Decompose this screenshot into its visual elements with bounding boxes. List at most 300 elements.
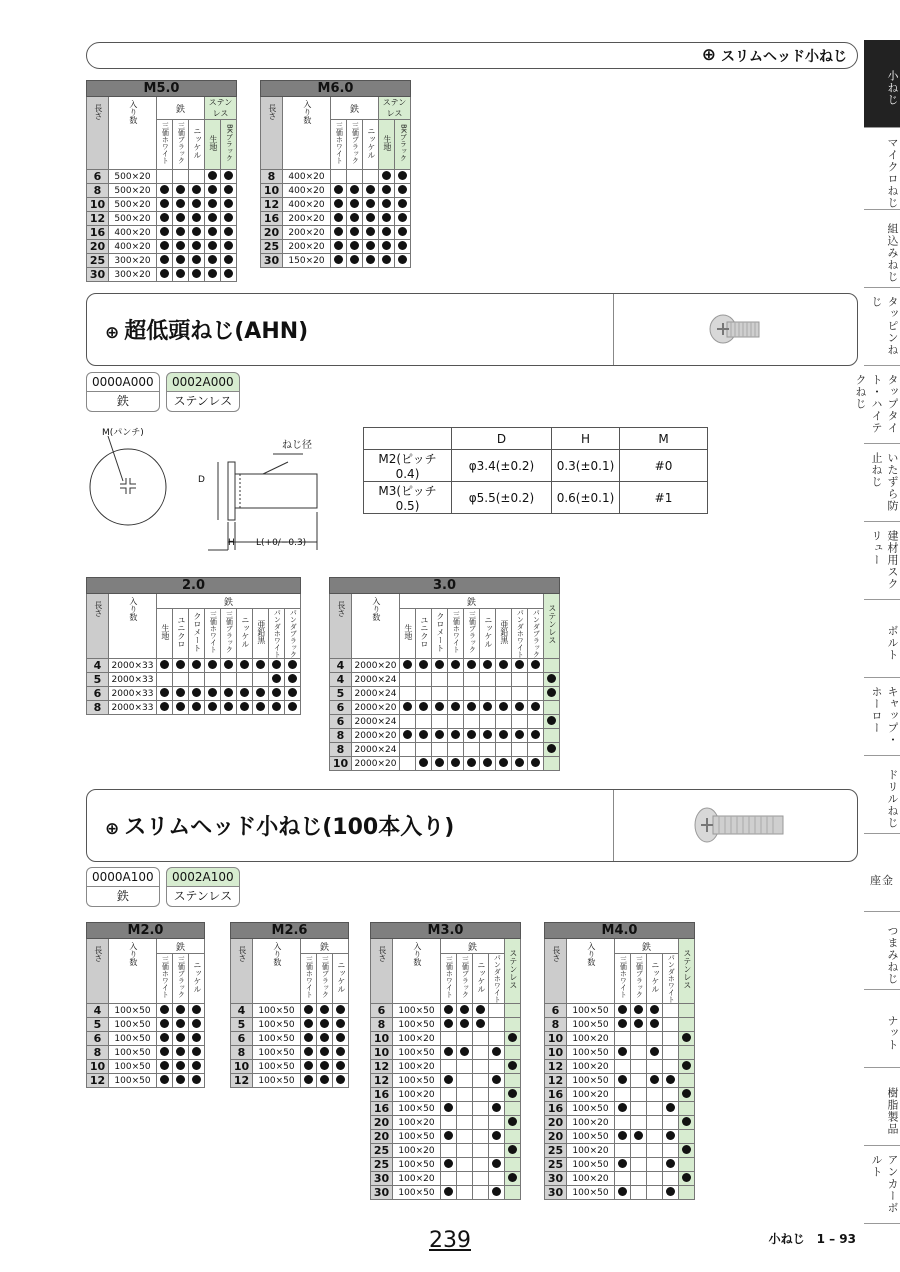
- availability-cell: [173, 1060, 189, 1074]
- available-dot: [444, 1103, 453, 1112]
- availability-cell: [173, 687, 189, 701]
- length-cell: 8: [261, 170, 283, 184]
- sidebar-item[interactable]: タップタイト・ハイテクねじ: [864, 366, 900, 444]
- sidebar-item[interactable]: ナット: [864, 990, 900, 1068]
- availability-cell: [615, 1172, 631, 1186]
- availability-cell: [528, 701, 544, 715]
- quantity-cell: 100×50: [567, 1186, 615, 1200]
- column-header: 三価ホワイト: [305, 956, 314, 998]
- available-dot: [272, 660, 281, 669]
- quantity-cell: 100×20: [393, 1088, 441, 1102]
- available-dot: [492, 1187, 501, 1196]
- available-dot: [320, 1075, 329, 1084]
- availability-cell: [395, 170, 411, 184]
- availability-cell: [347, 212, 363, 226]
- availability-cell: [544, 687, 560, 701]
- availability-cell: [285, 701, 301, 715]
- spec-table: [329, 577, 560, 771]
- availability-cell: [157, 1018, 173, 1032]
- availability-cell: [400, 757, 416, 771]
- availability-cell: [489, 1144, 505, 1158]
- table-row: [87, 659, 301, 673]
- quantity-cell: 2000×20: [352, 659, 400, 673]
- table-row: [87, 226, 237, 240]
- availability-cell: [473, 1144, 489, 1158]
- quantity-cell: 2000×24: [352, 673, 400, 687]
- availability-cell: [173, 659, 189, 673]
- dimension-cell: 0.6(±0.1): [552, 482, 620, 514]
- available-dot: [366, 185, 375, 194]
- length-cell: 10: [371, 1046, 393, 1060]
- availability-cell: [221, 184, 237, 198]
- availability-cell: [347, 184, 363, 198]
- availability-cell: [615, 1186, 631, 1200]
- available-dot: [208, 171, 217, 180]
- available-dot: [224, 255, 233, 264]
- column-header: ニッケル: [483, 616, 493, 648]
- available-dot: [508, 1033, 517, 1042]
- quantity-cell: 500×20: [109, 198, 157, 212]
- available-dot: [160, 213, 169, 222]
- available-dot: [192, 1047, 201, 1056]
- availability-cell: [395, 198, 411, 212]
- availability-cell: [647, 1130, 663, 1144]
- l-label: L(+0/−0.3): [256, 538, 307, 548]
- table-row: [87, 673, 301, 687]
- quantity-cell: 2000×24: [352, 743, 400, 757]
- quantity-cell: 2000×33: [109, 659, 157, 673]
- quantity-cell: 100×20: [393, 1032, 441, 1046]
- availability-cell: [464, 673, 480, 687]
- availability-cell: [347, 170, 363, 184]
- available-dot: [176, 213, 185, 222]
- available-dot: [650, 1047, 659, 1056]
- length-cell: 4: [87, 1004, 109, 1018]
- availability-cell: [173, 254, 189, 268]
- availability-cell: [448, 687, 464, 701]
- availability-cell: [157, 673, 173, 687]
- availability-cell: [679, 1074, 695, 1088]
- availability-cell: [679, 1060, 695, 1074]
- availability-cell: [464, 659, 480, 673]
- available-dot: [224, 213, 233, 222]
- available-dot: [160, 199, 169, 208]
- available-dot: [382, 227, 391, 236]
- availability-cell: [416, 701, 432, 715]
- availability-cell: [189, 1060, 205, 1074]
- availability-cell: [253, 687, 269, 701]
- quantity-cell: 100×20: [567, 1032, 615, 1046]
- availability-cell: [157, 226, 173, 240]
- available-dot: [403, 730, 412, 739]
- availability-cell: [331, 240, 347, 254]
- available-dot: [650, 1075, 659, 1084]
- availability-cell: [205, 198, 221, 212]
- available-dot: [451, 702, 460, 711]
- availability-cell: [663, 1018, 679, 1032]
- availability-cell: [473, 1060, 489, 1074]
- availability-cell: [363, 198, 379, 212]
- availability-cell: [441, 1018, 457, 1032]
- availability-cell: [615, 1102, 631, 1116]
- column-header: クロメート: [192, 612, 202, 652]
- sidebar-item[interactable]: ドリルねじ: [864, 756, 900, 834]
- available-dot: [350, 255, 359, 264]
- availability-cell: [464, 743, 480, 757]
- availability-cell: [647, 1088, 663, 1102]
- availability-cell: [333, 1060, 349, 1074]
- quantity-cell: 100×50: [567, 1004, 615, 1018]
- availability-cell: [647, 1004, 663, 1018]
- table-row: [545, 1102, 695, 1116]
- availability-cell: [416, 687, 432, 701]
- available-dot: [192, 1019, 201, 1028]
- available-dot: [192, 199, 201, 208]
- available-dot: [366, 199, 375, 208]
- length-cell: 12: [87, 212, 109, 226]
- available-dot: [288, 702, 297, 711]
- quantity-cell: 100×50: [109, 1032, 157, 1046]
- availability-cell: [379, 254, 395, 268]
- availability-cell: [473, 1088, 489, 1102]
- length-cell: 4: [330, 673, 352, 687]
- availability-cell: [457, 1186, 473, 1200]
- sidebar-item[interactable]: キャップ・ホーロー: [864, 678, 900, 756]
- available-dot: [176, 1047, 185, 1056]
- available-dot: [483, 660, 492, 669]
- available-dot: [160, 660, 169, 669]
- spec-table: [260, 80, 411, 268]
- availability-cell: [269, 673, 285, 687]
- length-cell: 16: [87, 226, 109, 240]
- sidebar-item[interactable]: 座金: [864, 834, 900, 912]
- availability-cell: [528, 715, 544, 729]
- iron-header: 鉄: [175, 104, 185, 115]
- availability-cell: [457, 1046, 473, 1060]
- availability-cell: [448, 729, 464, 743]
- table-row: [371, 1060, 521, 1074]
- quantity-cell: 400×20: [109, 240, 157, 254]
- length-cell: 12: [231, 1074, 253, 1088]
- table-row: [87, 687, 301, 701]
- table-row: [330, 715, 560, 729]
- dimension-cell: #0: [620, 450, 708, 482]
- availability-cell: [189, 184, 205, 198]
- available-dot: [547, 716, 556, 725]
- available-dot: [682, 1145, 691, 1154]
- code-number: 0000A000: [86, 372, 160, 392]
- sidebar-item[interactable]: 樹脂製品: [864, 1068, 900, 1146]
- available-dot: [224, 688, 233, 697]
- availability-cell: [448, 701, 464, 715]
- availability-cell: [505, 1144, 521, 1158]
- column-header: 三価ブラック: [351, 122, 360, 164]
- availability-cell: [528, 743, 544, 757]
- availability-cell: [505, 1158, 521, 1172]
- available-dot: [444, 1005, 453, 1014]
- availability-cell: [285, 687, 301, 701]
- column-header: 亜鉛黒: [499, 620, 509, 644]
- ahn-dimension-table: [363, 427, 708, 514]
- available-dot: [547, 744, 556, 753]
- availability-cell: [489, 1088, 505, 1102]
- table-row: [87, 1046, 205, 1060]
- length-cell: 30: [371, 1172, 393, 1186]
- sidebar-item[interactable]: マイクロねじ: [864, 128, 900, 210]
- availability-cell: [189, 1046, 205, 1060]
- quantity-cell: 100×50: [393, 1004, 441, 1018]
- availability-cell: [189, 254, 205, 268]
- code-material: ステンレス: [166, 392, 240, 412]
- availability-cell: [432, 701, 448, 715]
- column-header: 三価ホワイト: [161, 122, 170, 164]
- availability-cell: [221, 659, 237, 673]
- availability-cell: [416, 757, 432, 771]
- sidebar-item[interactable]: 組込みねじ: [864, 210, 900, 288]
- available-dot: [444, 1047, 453, 1056]
- available-dot: [176, 1075, 185, 1084]
- available-dot: [334, 199, 343, 208]
- table-row: [87, 198, 237, 212]
- spec-table: [230, 922, 349, 1088]
- availability-cell: [505, 1186, 521, 1200]
- availability-cell: [173, 184, 189, 198]
- length-cell: 4: [231, 1004, 253, 1018]
- available-dot: [460, 1005, 469, 1014]
- spec-table: [86, 577, 301, 715]
- availability-cell: [615, 1088, 631, 1102]
- table-row: [371, 1046, 521, 1060]
- availability-cell: [457, 1144, 473, 1158]
- availability-cell: [189, 268, 205, 282]
- sidebar-item[interactable]: タッピンねじ: [864, 288, 900, 366]
- quantity-header: 入り数: [412, 942, 422, 966]
- column-header: 三価ブラック: [225, 611, 234, 653]
- table-row: [545, 1018, 695, 1032]
- availability-cell: [457, 1018, 473, 1032]
- quantity-cell: 100×50: [253, 1046, 301, 1060]
- available-dot: [451, 758, 460, 767]
- availability-cell: [269, 659, 285, 673]
- available-dot: [208, 185, 217, 194]
- availability-cell: [173, 701, 189, 715]
- available-dot: [444, 1131, 453, 1140]
- iron-header: 鉄: [641, 942, 651, 953]
- availability-cell: [448, 659, 464, 673]
- availability-cell: [631, 1172, 647, 1186]
- length-header: 長さ: [336, 601, 346, 617]
- availability-cell: [615, 1004, 631, 1018]
- quantity-cell: 300×20: [109, 268, 157, 282]
- table-row: [545, 1158, 695, 1172]
- availability-cell: [663, 1060, 679, 1074]
- availability-cell: [544, 743, 560, 757]
- length-cell: 6: [330, 701, 352, 715]
- length-cell: 5: [330, 687, 352, 701]
- availability-cell: [631, 1186, 647, 1200]
- availability-cell: [157, 687, 173, 701]
- table-row: [330, 757, 560, 771]
- availability-cell: [416, 659, 432, 673]
- d-label: D: [198, 475, 205, 485]
- available-dot: [366, 227, 375, 236]
- availability-cell: [647, 1018, 663, 1032]
- code-material: 鉄: [86, 392, 160, 412]
- availability-cell: [189, 673, 205, 687]
- availability-cell: [317, 1032, 333, 1046]
- available-dot: [492, 1159, 501, 1168]
- available-dot: [515, 758, 524, 767]
- sidebar-item[interactable]: 小ねじ: [864, 40, 900, 128]
- table-row: [231, 1074, 349, 1088]
- table-title: M2.6: [231, 923, 349, 939]
- slim-code-iron: [86, 867, 160, 907]
- availability-cell: [221, 212, 237, 226]
- length-cell: 16: [545, 1102, 567, 1116]
- available-dot: [288, 674, 297, 683]
- length-cell: 25: [261, 240, 283, 254]
- plus-icon: ⊕: [105, 323, 120, 343]
- available-dot: [515, 660, 524, 669]
- table-row: [261, 184, 411, 198]
- quantity-cell: 400×20: [109, 226, 157, 240]
- table-title: M4.0: [545, 923, 695, 939]
- available-dot: [634, 1131, 643, 1140]
- available-dot: [467, 758, 476, 767]
- table-row: [231, 1018, 349, 1032]
- available-dot: [499, 758, 508, 767]
- available-dot: [666, 1159, 675, 1168]
- availability-cell: [489, 1018, 505, 1032]
- availability-cell: [663, 1102, 679, 1116]
- slim-code-stainless: [166, 867, 240, 907]
- thread-label: ねじ径: [282, 440, 312, 451]
- availability-cell: [631, 1088, 647, 1102]
- availability-cell: [679, 1032, 695, 1046]
- length-header: 長さ: [93, 104, 103, 120]
- dimension-cell: φ5.5(±0.2): [452, 482, 552, 514]
- sidebar-item[interactable]: アンカーボルト: [864, 1146, 900, 1224]
- column-header: 生地: [382, 135, 392, 151]
- availability-cell: [441, 1060, 457, 1074]
- available-dot: [224, 199, 233, 208]
- availability-cell: [663, 1186, 679, 1200]
- availability-cell: [205, 268, 221, 282]
- available-dot: [256, 660, 265, 669]
- availability-cell: [221, 170, 237, 184]
- available-dot: [208, 269, 217, 278]
- availability-cell: [432, 729, 448, 743]
- quantity-cell: 300×20: [109, 254, 157, 268]
- iron-header: 鉄: [319, 942, 329, 953]
- ahn-screw-image: [705, 304, 765, 354]
- quantity-cell: 500×20: [109, 184, 157, 198]
- availability-cell: [189, 659, 205, 673]
- column-header: クロメート: [435, 612, 445, 652]
- availability-cell: [347, 240, 363, 254]
- length-cell: 12: [545, 1060, 567, 1074]
- availability-cell: [679, 1046, 695, 1060]
- availability-cell: [331, 198, 347, 212]
- length-header: 長さ: [237, 946, 247, 962]
- availability-cell: [379, 226, 395, 240]
- availability-cell: [432, 659, 448, 673]
- availability-cell: [663, 1144, 679, 1158]
- available-dot: [176, 255, 185, 264]
- availability-cell: [379, 184, 395, 198]
- available-dot: [224, 702, 233, 711]
- length-cell: 6: [87, 170, 109, 184]
- column-header: ニッケル: [650, 961, 660, 993]
- available-dot: [240, 660, 249, 669]
- availability-cell: [331, 170, 347, 184]
- quantity-cell: 100×20: [567, 1088, 615, 1102]
- column-header: ニッケル: [192, 127, 202, 159]
- available-dot: [666, 1075, 675, 1084]
- table-row: [545, 1088, 695, 1102]
- availability-cell: [237, 687, 253, 701]
- available-dot: [160, 1005, 169, 1014]
- length-cell: 8: [330, 743, 352, 757]
- quantity-cell: 100×20: [393, 1144, 441, 1158]
- quantity-cell: 100×50: [253, 1074, 301, 1088]
- availability-cell: [489, 1158, 505, 1172]
- sidebar-item[interactable]: ボルト: [864, 600, 900, 678]
- availability-cell: [432, 743, 448, 757]
- availability-cell: [496, 701, 512, 715]
- availability-cell: [269, 701, 285, 715]
- availability-cell: [473, 1130, 489, 1144]
- available-dot: [224, 660, 233, 669]
- availability-cell: [285, 673, 301, 687]
- column-header: 三価ブラック: [468, 611, 477, 653]
- column-header: 三価ブラック: [177, 122, 186, 164]
- availability-cell: [395, 212, 411, 226]
- availability-cell: [317, 1060, 333, 1074]
- availability-cell: [505, 1116, 521, 1130]
- quantity-cell: 400×20: [283, 184, 331, 198]
- availability-cell: [441, 1130, 457, 1144]
- availability-cell: [331, 226, 347, 240]
- quantity-header: 入り数: [302, 100, 312, 124]
- available-dot: [336, 1075, 345, 1084]
- sidebar-item[interactable]: いたずら防止ねじ: [864, 444, 900, 522]
- table-row: [371, 1088, 521, 1102]
- availability-cell: [379, 170, 395, 184]
- availability-cell: [647, 1186, 663, 1200]
- length-header: 長さ: [93, 601, 103, 617]
- table-m5: [86, 80, 237, 282]
- availability-cell: [441, 1046, 457, 1060]
- availability-cell: [544, 659, 560, 673]
- available-dot: [256, 702, 265, 711]
- available-dot: [366, 213, 375, 222]
- available-dot: [618, 1103, 627, 1112]
- availability-cell: [631, 1074, 647, 1088]
- availability-cell: [205, 254, 221, 268]
- quantity-cell: 500×20: [109, 212, 157, 226]
- availability-cell: [647, 1060, 663, 1074]
- availability-cell: [237, 701, 253, 715]
- sidebar-item[interactable]: 建材用スクリュー: [864, 522, 900, 600]
- availability-cell: [157, 1046, 173, 1060]
- availability-cell: [441, 1074, 457, 1088]
- availability-cell: [631, 1060, 647, 1074]
- available-dot: [192, 255, 201, 264]
- availability-cell: [615, 1046, 631, 1060]
- sidebar-item[interactable]: つまみねじ: [864, 912, 900, 990]
- availability-cell: [512, 729, 528, 743]
